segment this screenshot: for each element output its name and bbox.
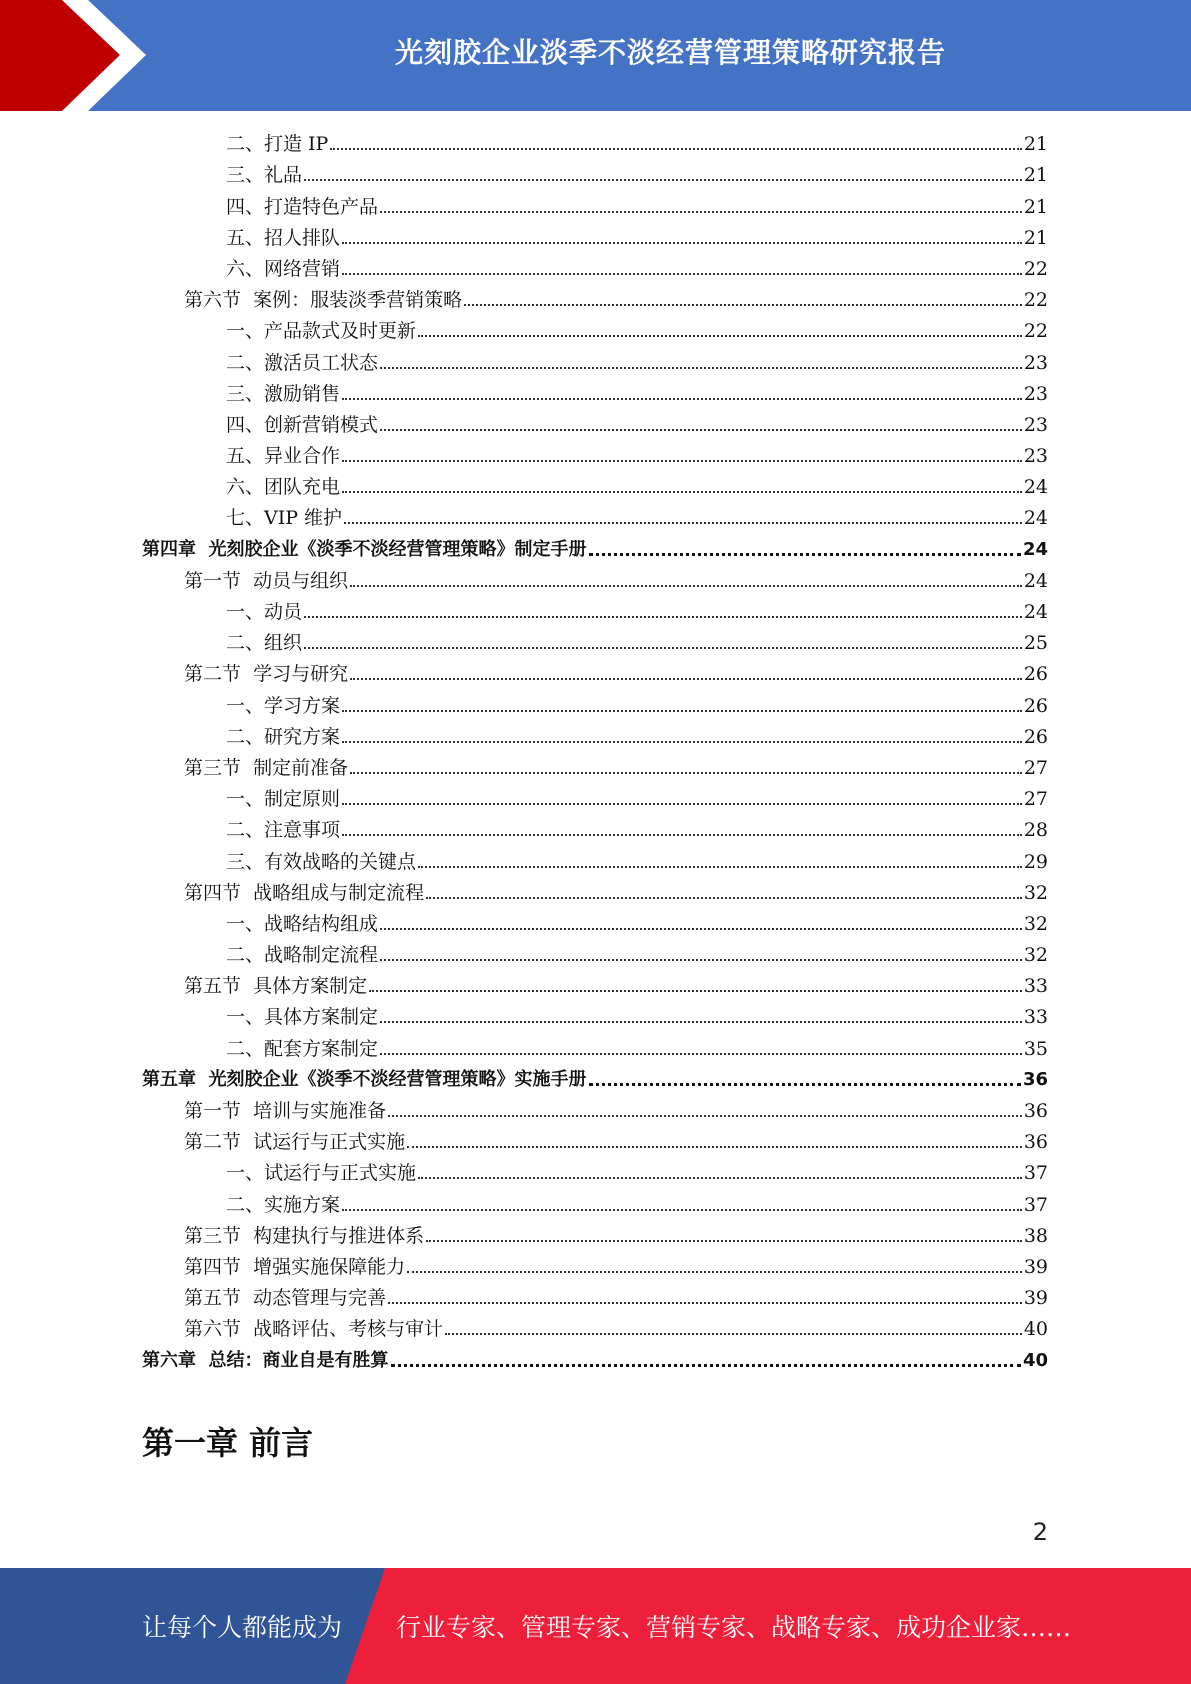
toc-entry-page: 37 <box>1023 1162 1048 1185</box>
toc-dot-leader <box>426 897 1022 899</box>
toc-entry-page: 22 <box>1023 320 1048 343</box>
chapter-heading: 第一章 前言 <box>142 1424 314 1462</box>
red-chevron-icon <box>0 0 150 111</box>
toc-dot-leader <box>388 1302 1022 1304</box>
toc-entry[interactable] <box>142 471 1048 502</box>
toc-entry-label: 第四节 战略组成与制定流程 <box>184 881 425 904</box>
toc-entry[interactable] <box>142 409 1048 440</box>
toc-entry-label: 第三节 构建执行与推进体系 <box>184 1224 425 1247</box>
toc-entry-label: 一、动员 <box>226 601 303 623</box>
toc-entry[interactable] <box>142 752 1048 783</box>
toc-entry-page: 26 <box>1023 725 1048 748</box>
toc-entry-page: 25 <box>1023 632 1048 655</box>
toc-dot-leader <box>342 398 1022 400</box>
toc-entry[interactable] <box>142 1251 1048 1282</box>
toc-entry-label: 第三节 制定前准备 <box>184 756 349 779</box>
toc-entry-label: 第四节 增强实施保障能力 <box>184 1255 406 1278</box>
toc-entry[interactable] <box>142 378 1048 409</box>
toc-entry-page: 36 <box>1023 1100 1048 1122</box>
toc-entry[interactable] <box>142 1032 1048 1063</box>
toc-entry[interactable] <box>142 222 1048 253</box>
toc-dot-leader <box>304 616 1022 618</box>
page-header <box>0 0 1191 111</box>
toc-dot-leader <box>350 772 1022 774</box>
toc-dot-leader <box>418 335 1022 337</box>
toc-entry[interactable] <box>142 1313 1048 1344</box>
toc-entry-page: 26 <box>1023 663 1048 686</box>
toc-entry[interactable] <box>142 627 1048 658</box>
toc-entry-label: 一、试运行与正式实施 <box>226 1162 417 1185</box>
toc-entry-page: 23 <box>1023 351 1048 374</box>
toc-entry-page: 33 <box>1023 975 1048 998</box>
toc-entry-page: 23 <box>1023 413 1048 436</box>
toc-entry[interactable] <box>142 1157 1048 1188</box>
toc-entry-label: 第五节 具体方案制定 <box>184 975 368 998</box>
toc-entry-label: 一、具体方案制定 <box>226 1006 379 1029</box>
toc-dot-leader <box>407 1271 1022 1273</box>
toc-entry[interactable] <box>142 596 1048 627</box>
toc-dot-leader <box>418 866 1022 868</box>
toc-entry[interactable] <box>142 440 1048 471</box>
toc-dot-leader <box>304 647 1022 649</box>
toc-entry-page: 22 <box>1023 289 1048 312</box>
toc-entry[interactable] <box>142 128 1048 159</box>
toc-entry-page: 23 <box>1023 382 1048 405</box>
toc-dot-leader <box>589 553 1021 556</box>
toc-entry-page: 29 <box>1023 850 1048 873</box>
toc-entry-page: 40 <box>1022 1349 1048 1371</box>
toc-dot-leader <box>344 522 1022 524</box>
toc-dot-leader <box>350 585 1022 587</box>
toc-entry-page: 39 <box>1023 1255 1048 1278</box>
toc-dot-leader <box>342 273 1022 275</box>
toc-entry[interactable] <box>142 1095 1048 1126</box>
toc-entry-page: 28 <box>1023 819 1048 842</box>
toc-dot-leader <box>464 304 1022 306</box>
toc-entry[interactable] <box>142 845 1048 876</box>
footer-slogan-left: 让每个人都能成为 <box>142 1613 343 1642</box>
toc-entry-label: 第六节 战略评估、考核与审计 <box>184 1318 444 1341</box>
page-number: 2 <box>1032 1518 1048 1546</box>
toc-entry-label: 五、招人排队 <box>226 226 341 249</box>
toc-entry[interactable] <box>142 253 1048 284</box>
toc-entry[interactable] <box>142 783 1048 814</box>
toc-entry-label: 二、实施方案 <box>226 1193 341 1216</box>
toc-entry-page: 22 <box>1023 257 1048 280</box>
toc-dot-leader <box>342 741 1022 743</box>
toc-entry[interactable] <box>142 689 1048 720</box>
toc-entry-label: 一、战略结构组成 <box>226 912 379 935</box>
toc-entry[interactable] <box>142 284 1048 315</box>
toc-entry[interactable] <box>142 1220 1048 1251</box>
toc-dot-leader <box>342 803 1022 805</box>
toc-dot-leader <box>380 1053 1022 1055</box>
toc-dot-leader <box>380 1021 1022 1023</box>
toc-entry-page: 24 <box>1022 538 1048 560</box>
toc-entry[interactable] <box>142 1064 1048 1095</box>
toc-dot-leader <box>342 242 1022 244</box>
toc-entry-page: 21 <box>1023 226 1048 249</box>
toc-entry[interactable] <box>142 908 1048 939</box>
toc-entry[interactable] <box>142 346 1048 377</box>
toc-dot-leader <box>342 834 1022 836</box>
toc-entry-label: 三、激励销售 <box>226 382 341 405</box>
toc-entry-label: 二、组织 <box>226 632 303 655</box>
toc-entry[interactable] <box>142 939 1048 970</box>
toc-entry-page: 39 <box>1023 1287 1048 1310</box>
toc-dot-leader <box>350 678 1022 680</box>
toc-entry-page: 24 <box>1023 476 1048 499</box>
toc-dot-leader <box>418 1177 1022 1179</box>
toc-dot-leader <box>380 928 1022 930</box>
toc-entry-page: 40 <box>1023 1318 1048 1341</box>
toc-entry[interactable] <box>142 658 1048 689</box>
toc-entry-page: 23 <box>1023 445 1048 468</box>
toc-entry-page: 32 <box>1023 944 1048 967</box>
toc-entry-label: 第四章 光刻胶企业《淡季不淡经营管理策略》制定手册 <box>142 538 587 560</box>
toc-entry-label: 五、异业合作 <box>226 445 341 468</box>
toc-entry-page: 32 <box>1023 912 1048 935</box>
toc-entry[interactable] <box>142 159 1048 190</box>
toc-entry-label: 六、团队充电 <box>226 476 341 499</box>
toc-dot-leader <box>342 710 1022 712</box>
toc-dot-leader <box>391 1364 1021 1367</box>
toc-entry-label: 四、打造特色产品 <box>226 195 379 218</box>
toc-entry-label: 六、网络营销 <box>226 257 341 280</box>
toc-entry[interactable] <box>142 721 1048 752</box>
table-of-contents <box>142 128 1048 1376</box>
toc-entry-page: 27 <box>1023 756 1048 779</box>
toc-entry-page: 26 <box>1023 694 1048 717</box>
toc-entry-page: 27 <box>1023 788 1048 811</box>
toc-dot-leader <box>426 1240 1022 1242</box>
toc-dot-leader <box>407 1146 1022 1148</box>
toc-entry-page: 24 <box>1023 507 1048 530</box>
toc-dot-leader <box>369 990 1022 992</box>
toc-entry-page: 24 <box>1023 601 1048 623</box>
toc-entry[interactable] <box>142 1001 1048 1032</box>
toc-entry-label: 二、注意事项 <box>226 819 341 842</box>
toc-entry-label: 第六章 总结：商业自是有胜算 <box>142 1349 389 1371</box>
toc-dot-leader <box>342 1209 1022 1211</box>
toc-dot-leader <box>388 1115 1022 1117</box>
toc-entry-page: 37 <box>1023 1193 1048 1216</box>
toc-dot-leader <box>380 429 1022 431</box>
toc-dot-leader <box>380 959 1022 961</box>
toc-entry-label: 三、有效战略的关键点 <box>226 850 417 873</box>
toc-entry-page: 21 <box>1023 164 1048 187</box>
toc-entry-label: 二、打造 IP <box>226 133 329 156</box>
toc-entry-label: 二、战略制定流程 <box>226 944 379 967</box>
toc-entry[interactable] <box>142 1188 1048 1219</box>
toc-entry-label: 二、研究方案 <box>226 725 341 748</box>
header-title: 光刻胶企业淡季不淡经营管理策略研究报告 <box>394 36 946 69</box>
toc-entry[interactable] <box>142 970 1048 1001</box>
toc-entry-label: 一、制定原则 <box>226 788 341 811</box>
toc-entry-label: 第二节 学习与研究 <box>184 663 349 686</box>
toc-entry-label: 二、配套方案制定 <box>226 1037 379 1060</box>
toc-entry-page: 36 <box>1023 1131 1048 1154</box>
toc-entry[interactable] <box>142 565 1048 596</box>
toc-entry-page: 35 <box>1023 1037 1048 1060</box>
toc-entry-label: 二、激活员工状态 <box>226 351 379 374</box>
toc-entry[interactable] <box>142 1282 1048 1313</box>
toc-entry-page: 36 <box>1022 1068 1048 1090</box>
toc-dot-leader <box>304 179 1022 181</box>
toc-entry[interactable] <box>142 533 1048 564</box>
toc-entry-label: 四、创新营销模式 <box>226 413 379 436</box>
toc-entry-label: 一、学习方案 <box>226 694 341 717</box>
toc-entry[interactable] <box>142 315 1048 346</box>
footer-slogan-right: 行业专家、管理专家、营销专家、战略专家、成功企业家…… <box>396 1613 1072 1642</box>
toc-entry-page: 33 <box>1023 1006 1048 1029</box>
toc-entry[interactable] <box>142 502 1048 533</box>
toc-dot-leader <box>445 1333 1022 1335</box>
toc-entry-label: 第六节 案例：服装淡季营销策略 <box>184 289 463 312</box>
toc-entry-label: 第一节 培训与实施准备 <box>184 1100 387 1122</box>
toc-entry[interactable] <box>142 814 1048 845</box>
toc-dot-leader <box>380 367 1022 369</box>
toc-dot-leader <box>330 148 1021 150</box>
toc-entry-page: 32 <box>1023 881 1048 904</box>
toc-entry-label: 第一节 动员与组织 <box>184 569 349 592</box>
toc-entry-page: 21 <box>1023 195 1048 218</box>
toc-entry[interactable] <box>142 877 1048 908</box>
page-footer <box>0 1568 1191 1684</box>
toc-entry-label: 一、产品款式及时更新 <box>226 320 417 343</box>
toc-entry-label: 第五节 动态管理与完善 <box>184 1287 387 1310</box>
toc-entry-page: 38 <box>1023 1224 1048 1247</box>
toc-dot-leader <box>380 211 1022 213</box>
toc-entry-label: 第五章 光刻胶企业《淡季不淡经营管理策略》实施手册 <box>142 1068 587 1090</box>
toc-entry-label: 七、VIP 维护 <box>226 507 343 530</box>
toc-dot-leader <box>342 491 1022 493</box>
toc-entry-page: 24 <box>1023 569 1048 592</box>
toc-entry[interactable] <box>142 1126 1048 1157</box>
toc-entry-page: 21 <box>1023 133 1048 156</box>
toc-entry-label: 三、礼品 <box>226 164 303 187</box>
toc-dot-leader <box>589 1083 1021 1086</box>
toc-dot-leader <box>342 460 1022 462</box>
toc-entry[interactable] <box>142 190 1048 221</box>
toc-entry[interactable] <box>142 1344 1048 1375</box>
toc-entry-label: 第二节 试运行与正式实施 <box>184 1131 406 1154</box>
